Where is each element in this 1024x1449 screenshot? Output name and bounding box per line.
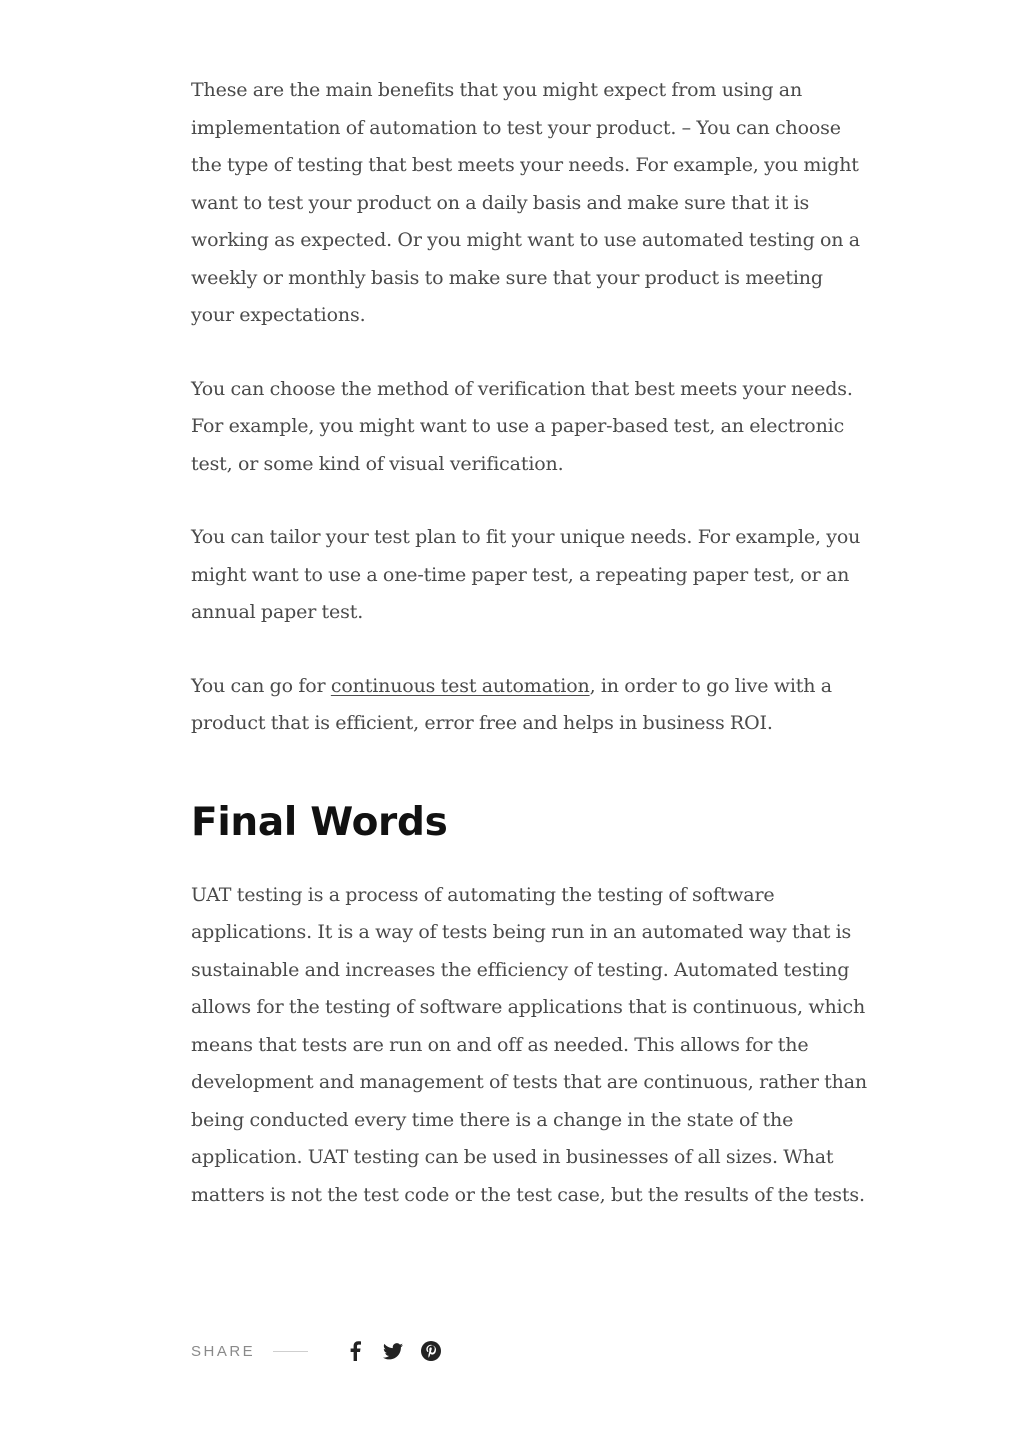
section-heading-final-words: Final Words <box>191 799 448 845</box>
share-label: SHARE <box>191 1342 256 1360</box>
link-paragraph-text-before: You can go for <box>191 674 331 697</box>
facebook-icon[interactable] <box>344 1340 366 1362</box>
share-bar <box>191 1336 458 1366</box>
continuous-test-automation-link[interactable]: continuous test automation <box>330 674 590 697</box>
share-divider <box>273 1351 308 1352</box>
pinterest-icon[interactable] <box>420 1340 442 1362</box>
link-paragraph-text-after: , in order to go live with a product that is efficient, error free and helps in business ROI. <box>191 674 832 734</box>
article-body <box>191 72 871 1250</box>
paragraph-test-plan: You can tailor your test plan to fit your unique needs. For example, you might want to use a one-time paper test, a repeating paper test, or an annual paper test. <box>191 526 861 623</box>
paragraph-continuous-automation <box>191 668 871 743</box>
twitter-icon[interactable] <box>382 1340 404 1362</box>
paragraph-verification: You can choose the method of verification that best meets your needs. For example, you might want to use a paper-based test, an electronic test, or some kind of visual verification. <box>191 377 853 475</box>
paragraph-final-words: UAT testing is a process of automating the testing of software applications. It is a way of tests being run in an automated way that is sustainable and increases the efficiency of testing. Automated testing allows for the testing of software applications that is continuous, which means that tests are run on and off as needed. This allows for the development and management of tests that are continuous, rather than being conducted every time there is a change in the state of the application. UAT testing can be used in businesses of all sizes. What matters is not the test code or the test case, but the results of the tests. <box>191 883 868 1206</box>
paragraph-benefits: These are the main benefits that you might expect from using an implementation of automation to test your product. – You can choose the type of testing that best meets your needs. For example, you might want to test your product on a daily basis and make sure that it is working as expected. Or you might want to use automated testing on a weekly or monthly basis to make sure that your product is meeting your expectations. <box>191 79 860 326</box>
